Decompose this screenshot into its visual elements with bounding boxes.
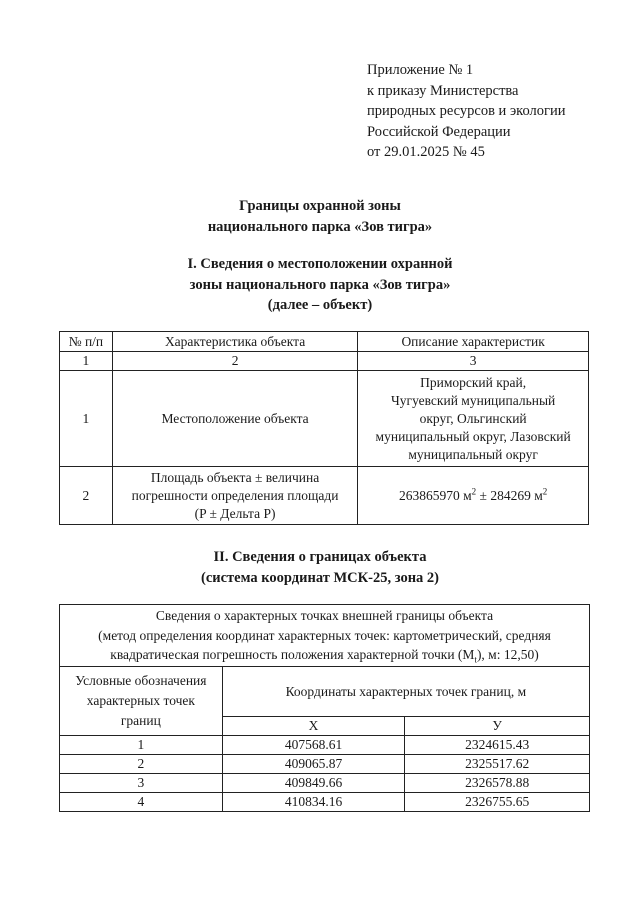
point-x: 407568.61 xyxy=(222,736,405,755)
section-heading-line: I. Сведения о местоположении охранной xyxy=(187,256,453,272)
appendix-block xyxy=(367,60,565,163)
section-heading-line: (система координат МСК-25, зона 2) xyxy=(200,569,440,586)
column-number: 2 xyxy=(112,352,357,371)
row-num: 1 xyxy=(60,371,113,467)
area-error: 284269 м xyxy=(490,487,543,503)
location-line: Чугуевский муниципальный xyxy=(391,392,556,408)
caption-subscript: t xyxy=(474,654,477,665)
header-line: характерных точек xyxy=(86,693,195,708)
table-row xyxy=(60,467,589,525)
location-line: округ, Ольгинский xyxy=(419,410,527,426)
header-characteristic: Характеристика объекта xyxy=(112,332,357,352)
area-unit-power: 2 xyxy=(471,486,477,496)
area-separator: ± xyxy=(476,487,491,503)
point-id: 3 xyxy=(60,774,223,793)
header-x: X xyxy=(222,717,405,736)
area-error-unit-power: 2 xyxy=(542,486,548,496)
area-name-line: Площадь объекта ± величина xyxy=(150,469,320,485)
row-name xyxy=(112,467,357,525)
area-name-line: погрешности определения площади xyxy=(131,487,339,503)
caption-text: квадратическая погрешность положения характерной точки (M xyxy=(110,647,475,663)
point-id: 2 xyxy=(60,755,223,774)
header-line: границ xyxy=(120,713,161,728)
appendix-line: Приложение № 1 xyxy=(367,62,474,78)
header-num: № п/п xyxy=(60,332,113,352)
object-info-table xyxy=(59,331,589,525)
area-name-line: (P ± Дельта P) xyxy=(194,505,276,521)
table-row xyxy=(60,793,590,812)
section-heading-line: II. Сведения о границах объекта xyxy=(213,549,427,565)
title-line: национального парка «Зов тигра» xyxy=(207,218,433,235)
appendix-line: Российской Федерации xyxy=(367,123,511,140)
header-y: У xyxy=(405,717,590,736)
section-2-heading xyxy=(0,547,640,588)
location-line: Приморский край, xyxy=(420,374,527,390)
point-y: 2326755.65 xyxy=(405,793,590,812)
point-x: 409849.66 xyxy=(222,774,405,793)
caption-text: ), м: 12,50) xyxy=(476,647,539,663)
point-id: 4 xyxy=(60,793,223,812)
caption-line: Сведения о характерных точках внешней границы объекта xyxy=(155,608,494,624)
boundary-points-table xyxy=(59,604,590,812)
section-heading-line: (далее – объект) xyxy=(267,297,373,313)
document-title xyxy=(0,196,640,237)
table-row xyxy=(60,755,590,774)
column-number: 3 xyxy=(358,352,589,371)
column-number: 1 xyxy=(60,352,113,371)
row-name: Местоположение объекта xyxy=(112,371,357,467)
section-heading-line: зоны национального парка «Зов тигра» xyxy=(189,276,451,293)
row-num: 2 xyxy=(60,467,113,525)
location-line: муниципальный округ xyxy=(408,446,538,462)
location-line: муниципальный округ, Лазовский xyxy=(375,428,571,444)
header-point-designation xyxy=(60,667,223,736)
header-description: Описание характеристик xyxy=(358,332,589,352)
row-value xyxy=(358,371,589,467)
point-y: 2325517.62 xyxy=(405,755,590,774)
area-value xyxy=(358,467,589,525)
table-row xyxy=(60,774,590,793)
area-main: 263865970 м xyxy=(399,487,472,503)
point-x: 409065.87 xyxy=(222,755,405,774)
table-row xyxy=(60,371,589,467)
point-y: 2326578.88 xyxy=(405,774,590,793)
table-row xyxy=(60,736,590,755)
point-id: 1 xyxy=(60,736,223,755)
point-y: 2324615.43 xyxy=(405,736,590,755)
appendix-line: от 29.01.2025 № 45 xyxy=(367,144,485,160)
title-line: Границы охранной зоны xyxy=(239,198,401,214)
table-caption xyxy=(60,605,590,667)
header-line: Условные обозначения xyxy=(75,673,207,688)
appendix-line: природных ресурсов и экологии xyxy=(367,103,566,119)
caption-line xyxy=(64,645,585,665)
header-coordinates: Координаты характерных точек границ, м xyxy=(222,667,589,717)
appendix-line: к приказу Министерства xyxy=(367,82,519,99)
section-1-heading xyxy=(0,254,640,316)
caption-line: (метод определения координат характерных точек: картометрический, средняя xyxy=(98,627,551,643)
point-x: 410834.16 xyxy=(222,793,405,812)
